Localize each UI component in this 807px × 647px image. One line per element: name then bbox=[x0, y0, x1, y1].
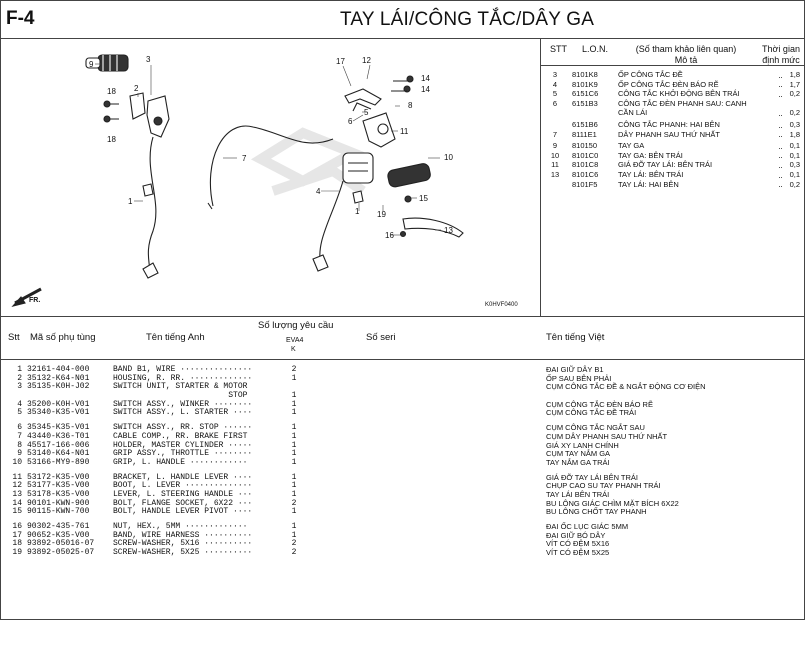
part-number: 53140-K64-N01 bbox=[27, 449, 90, 459]
part-number: 35340-K35-V01 bbox=[27, 408, 90, 418]
part-index: 19 bbox=[12, 548, 22, 558]
ref-time: 0,1 bbox=[789, 169, 800, 179]
diagram-code: K0HVF0400 bbox=[485, 302, 518, 308]
part-index: 7 bbox=[17, 431, 22, 441]
ref-table-row bbox=[548, 70, 804, 80]
part-number: 53172-K35-V00 bbox=[27, 472, 90, 482]
ref-desc: TAY GA: BÊN TRÁI bbox=[618, 151, 778, 161]
ref-lon: 8101K8 bbox=[572, 70, 598, 79]
part-name-vn: CỤM CÔNG TẮC ĐÈN BÁO RẼ bbox=[546, 399, 653, 409]
part-quantity: 2 bbox=[291, 498, 297, 508]
part-name-en: HOUSING, R. RR. ············· bbox=[113, 373, 253, 383]
part-quantity: 1 bbox=[291, 507, 297, 517]
svg-text:5: 5 bbox=[364, 108, 369, 117]
svg-text:7: 7 bbox=[242, 154, 247, 163]
part-quantity: 2 bbox=[291, 548, 297, 558]
part-name-vn: TAY LÁI BÊN TRÁI bbox=[546, 489, 610, 499]
svg-text:16: 16 bbox=[385, 231, 394, 240]
svg-text:17: 17 bbox=[336, 57, 345, 66]
ref-desc: TAY GA bbox=[618, 141, 778, 151]
part-name-vn: CHỤP CAO SU TAY PHANH TRÁI bbox=[546, 481, 661, 491]
part-name-vn: BU LÔNG GIÁC CHÌM MẶT BÍCH 6X22 bbox=[546, 498, 679, 508]
part-quantity: 1 bbox=[291, 449, 297, 459]
part-name-en: SWITCH UNIT, STARTER & MOTOR bbox=[113, 382, 248, 392]
ref-table-row bbox=[548, 80, 804, 90]
ref-desc: TAY LÁI: BÊN TRÁI bbox=[618, 170, 778, 180]
diagram-column-divider bbox=[540, 38, 541, 316]
part-index: 18 bbox=[12, 539, 22, 549]
part-number: 53166-MY9-890 bbox=[27, 457, 90, 467]
part-name-en: SWITCH ASSY., L. STARTER ···· bbox=[113, 408, 253, 418]
part-number: 53178-K35-V00 bbox=[27, 489, 90, 499]
table-row bbox=[0, 409, 806, 418]
part-name-en: HOLDER, MASTER CYLINDER ····· bbox=[113, 440, 253, 450]
ref-table-row bbox=[548, 180, 804, 190]
part-number: 90302-435-761 bbox=[27, 522, 90, 531]
part-number: 45517-166-006 bbox=[27, 440, 90, 450]
ref-lon: 6151B3 bbox=[572, 98, 598, 108]
ref-lon: 8101K9 bbox=[572, 79, 598, 89]
ref-lon: 6151B6 bbox=[572, 119, 598, 129]
col-stt: Stt bbox=[8, 332, 20, 343]
part-name-vn: ỐP SAU BÊN PHẢI bbox=[546, 373, 612, 383]
ref-desc: ỐP CÔNG TẮC ĐỀ bbox=[618, 70, 778, 80]
part-number: 35200-K0H-V01 bbox=[27, 399, 90, 409]
part-name-en: CABLE COMP., RR. BRAKE FIRST bbox=[113, 431, 248, 441]
part-index: 10 bbox=[12, 457, 22, 467]
svg-text:10: 10 bbox=[444, 153, 453, 162]
ref-time: 0,1 bbox=[789, 141, 800, 151]
part-name-vn: CỤM CÔNG TẮC ĐỀ TRÁI bbox=[546, 408, 637, 418]
part-number: 35135-K0H-J02 bbox=[27, 382, 90, 392]
part-name-vn: TAY NẮM GA TRÁI bbox=[546, 457, 610, 467]
svg-text:9: 9 bbox=[89, 60, 94, 69]
part-index: 4 bbox=[17, 399, 22, 409]
ref-lon: 8101C8 bbox=[572, 160, 599, 170]
svg-text:14: 14 bbox=[421, 85, 430, 94]
col-name-en: Tên tiếng Anh bbox=[146, 332, 205, 343]
part-name-vn: BU LÔNG CHỐT TAY PHANH bbox=[546, 507, 647, 517]
ref-lon: 8111E1 bbox=[572, 129, 597, 139]
part-quantity: 1 bbox=[291, 530, 297, 540]
ref-time: 1,8 bbox=[789, 70, 800, 79]
col-model-sub: K bbox=[291, 346, 296, 353]
ref-desc: CÔNG TẮC KHỞI ĐỘNG BÊN TRÁI bbox=[618, 89, 778, 99]
part-name-en: BAND, WIRE HARNESS ·········· bbox=[113, 530, 253, 540]
part-name-en: SWITCH ASSY., WINKER ········ bbox=[113, 399, 253, 409]
ref-lon: 8101F5 bbox=[572, 179, 598, 189]
part-number: 32161-404-000 bbox=[27, 365, 90, 374]
part-index: 6 bbox=[17, 423, 22, 433]
ref-lon: 6151C6 bbox=[572, 89, 599, 99]
part-index: 11 bbox=[12, 472, 22, 482]
part-index: 16 bbox=[12, 522, 22, 531]
part-index: 13 bbox=[12, 489, 22, 499]
ref-table-row bbox=[548, 120, 804, 130]
part-quantity: 1 bbox=[291, 472, 297, 482]
part-quantity: 1 bbox=[291, 489, 297, 499]
part-quantity: 2 bbox=[291, 539, 297, 549]
svg-text:15: 15 bbox=[419, 194, 428, 203]
ref-lon: 8101C6 bbox=[572, 169, 599, 179]
page-code: F-4 bbox=[6, 8, 35, 29]
part-number: 90115-KWN-700 bbox=[27, 507, 90, 517]
ref-stt: 3 bbox=[552, 70, 558, 79]
part-name-vn: GIÁ ĐỠ TAY LÁI BÊN TRÁI bbox=[546, 472, 639, 482]
part-quantity: 1 bbox=[291, 431, 297, 441]
ref-stt: 11 bbox=[551, 160, 559, 170]
part-name-en: GRIP, L. HANDLE ············ bbox=[113, 457, 248, 467]
ref-header-stt: STT bbox=[550, 44, 567, 54]
ref-time: 0,2 bbox=[789, 89, 800, 99]
ref-time: 0,3 bbox=[789, 119, 800, 129]
ref-stt: 6 bbox=[552, 98, 558, 108]
part-index: 8 bbox=[17, 440, 22, 450]
part-quantity: 1 bbox=[291, 399, 297, 409]
part-name-vn: VÍT CÓ ĐỆM 5X16 bbox=[546, 539, 610, 549]
svg-text:1: 1 bbox=[355, 207, 360, 216]
svg-text:11: 11 bbox=[400, 127, 409, 136]
part-name-en: SWITCH ASSY., RR. STOP ······ bbox=[113, 423, 253, 433]
ref-desc: CÔNG TẮC ĐÈN PHANH SAU: CANH bbox=[618, 99, 778, 109]
part-name-en: GRIP ASSY., THROTTLE ········ bbox=[113, 449, 253, 459]
ref-time: 0,1 bbox=[789, 150, 800, 160]
part-index: 15 bbox=[12, 507, 22, 517]
part-name-en: STOP bbox=[113, 391, 248, 401]
ref-table-row bbox=[548, 130, 804, 140]
ref-stt: 7 bbox=[552, 129, 558, 139]
ref-table-row bbox=[548, 141, 804, 151]
part-number: 93892-05016-07 bbox=[27, 539, 95, 549]
ref-desc: ỐP CÔNG TẮC ĐÈN BÁO RẼ bbox=[618, 80, 778, 90]
part-index: 5 bbox=[17, 408, 22, 418]
col-part-no: Mã số phụ tùng bbox=[30, 332, 96, 343]
part-name-vn: ĐAI GIỮ DÂY B1 bbox=[546, 365, 604, 374]
ref-desc: CẦN LÁI bbox=[618, 108, 778, 118]
part-number: 53177-K35-V00 bbox=[27, 481, 90, 491]
part-name-en: NUT, HEX., 5MM ············· bbox=[113, 522, 248, 531]
ref-table-row bbox=[548, 151, 804, 161]
part-name-en: BOOT, L. LEVER ·············· bbox=[113, 481, 253, 491]
part-number: 35132-K64-N01 bbox=[27, 373, 90, 383]
part-name-en: BAND B1, WIRE ··············· bbox=[113, 365, 253, 374]
ref-stt: 4 bbox=[552, 79, 558, 89]
part-name-vn: CỤM TAY NẮM GA bbox=[546, 449, 611, 459]
svg-text:14: 14 bbox=[421, 74, 430, 83]
part-index: 1 bbox=[17, 365, 22, 374]
svg-text:18: 18 bbox=[107, 87, 116, 96]
svg-text:2: 2 bbox=[134, 84, 139, 93]
part-name-vn: GIÁ XY LANH CHÍNH bbox=[546, 440, 619, 450]
part-name-vn: VÍT CÓ ĐỆM 5X25 bbox=[546, 548, 610, 558]
part-name-en: BOLT, HANDLE LEVER PIVOT ···· bbox=[113, 507, 253, 517]
ref-table-row bbox=[548, 108, 804, 118]
ref-stt: 13 bbox=[550, 169, 560, 179]
part-number: 43440-K36-T01 bbox=[27, 431, 90, 441]
ref-time: 0,2 bbox=[789, 108, 800, 118]
part-number: 90101-KWN-900 bbox=[27, 498, 90, 508]
part-name-vn: CỤM DÂY PHANH SAU THỨ NHẤT bbox=[546, 431, 668, 441]
part-quantity: 1 bbox=[291, 408, 297, 418]
part-quantity: 1 bbox=[291, 481, 297, 491]
col-qty: Số lượng yêu cầu bbox=[258, 320, 334, 331]
col-serial: Số seri bbox=[366, 332, 396, 343]
ref-lon: 810150 bbox=[572, 141, 598, 151]
ref-desc: DÂY PHANH SAU THỨ NHẤT bbox=[618, 130, 778, 140]
part-index: 9 bbox=[17, 449, 22, 459]
col-model: EVA4 bbox=[286, 337, 304, 344]
svg-text:19: 19 bbox=[377, 210, 386, 219]
ref-desc: GIÁ ĐỠ TAY LÁI: BÊN TRÁI bbox=[618, 160, 778, 170]
ref-header-lon: L.O.N. bbox=[582, 44, 609, 54]
part-name-en: LEVER, L. STEERING HANDLE ··· bbox=[113, 489, 253, 499]
parts-table-body bbox=[0, 366, 806, 558]
part-index: 14 bbox=[12, 498, 22, 508]
svg-text:1: 1 bbox=[128, 197, 133, 206]
ref-stt: 5 bbox=[552, 89, 558, 99]
diagram-divider bbox=[0, 316, 805, 317]
part-quantity: 1 bbox=[291, 440, 297, 450]
part-index: 12 bbox=[12, 481, 22, 491]
ref-stt: 10 bbox=[550, 150, 560, 160]
part-name-en: SCREW-WASHER, 5X16 ·········· bbox=[113, 539, 253, 549]
ref-lon: 8101C0 bbox=[572, 150, 599, 160]
part-name-vn: ĐAI ỐC LỤC GIÁC 5MM bbox=[546, 522, 629, 531]
table-row bbox=[0, 549, 806, 558]
ref-header-desc: (Số tham khảo liên quan) Mô tả bbox=[635, 44, 737, 65]
part-quantity: 1 bbox=[291, 457, 297, 467]
part-name-vn: CỤM CÔNG TẮC NGẮT SAU bbox=[546, 423, 645, 433]
direction-label: FR. bbox=[29, 297, 41, 304]
ref-stt: 9 bbox=[552, 141, 558, 151]
part-name-en: BRACKET, L. HANDLE LEVER ···· bbox=[113, 472, 253, 482]
part-number: 35345-K35-V01 bbox=[27, 423, 90, 433]
svg-text:3: 3 bbox=[146, 55, 151, 64]
svg-text:12: 12 bbox=[362, 56, 371, 65]
table-row bbox=[0, 508, 806, 517]
part-quantity: 1 bbox=[291, 373, 297, 383]
table-row bbox=[0, 459, 806, 468]
page-title: TAY LÁI/CÔNG TẮC/DÂY GA bbox=[340, 9, 595, 30]
svg-text:18: 18 bbox=[107, 135, 116, 144]
part-quantity: 1 bbox=[291, 391, 297, 401]
ref-time: 1,8 bbox=[789, 129, 800, 139]
part-name-vn: ĐAI GIỮ BÓ DÂY bbox=[546, 530, 606, 540]
part-number: 90652-K35-V00 bbox=[27, 530, 90, 540]
parts-header-divider bbox=[0, 359, 805, 360]
exploded-parts-diagram bbox=[3, 41, 539, 316]
ref-desc: TAY LÁI: HAI BÊN bbox=[618, 180, 778, 190]
svg-text:6: 6 bbox=[348, 117, 353, 126]
ref-table-row bbox=[548, 160, 804, 170]
svg-text:8: 8 bbox=[408, 101, 413, 110]
ref-header-time: Thời gian định mức bbox=[762, 44, 800, 65]
part-name-vn: CỤM CÔNG TẮC ĐỀ & NGẮT ĐỘNG CƠ ĐIỆN bbox=[546, 382, 706, 392]
ref-time: 1,7 bbox=[789, 79, 800, 89]
part-index: 3 bbox=[17, 382, 22, 392]
part-name-en: SCREW-WASHER, 5X25 ·········· bbox=[113, 548, 253, 558]
title-divider bbox=[0, 38, 805, 39]
part-quantity: 1 bbox=[291, 522, 297, 531]
ref-time: 0,2 bbox=[789, 179, 800, 189]
part-name-en: BOLT, FLANGE SOCKET, 6X22 ··· bbox=[113, 498, 253, 508]
ref-table-row bbox=[548, 170, 804, 180]
ref-table-row bbox=[548, 89, 804, 99]
ref-time: 0,3 bbox=[789, 160, 800, 170]
part-index: 2 bbox=[17, 373, 22, 383]
part-quantity: 2 bbox=[291, 365, 297, 374]
ref-desc: CÔNG TẮC PHANH: HAI BÊN bbox=[618, 120, 778, 130]
part-index: 17 bbox=[12, 530, 22, 540]
ref-table-body bbox=[548, 70, 804, 189]
col-name-vn: Tên tiếng Việt bbox=[546, 332, 605, 343]
svg-text:4: 4 bbox=[316, 187, 321, 196]
part-number: 93892-05025-07 bbox=[27, 548, 95, 558]
part-quantity: 1 bbox=[291, 423, 297, 433]
ref-table-row bbox=[548, 99, 804, 109]
svg-text:13: 13 bbox=[444, 226, 453, 235]
